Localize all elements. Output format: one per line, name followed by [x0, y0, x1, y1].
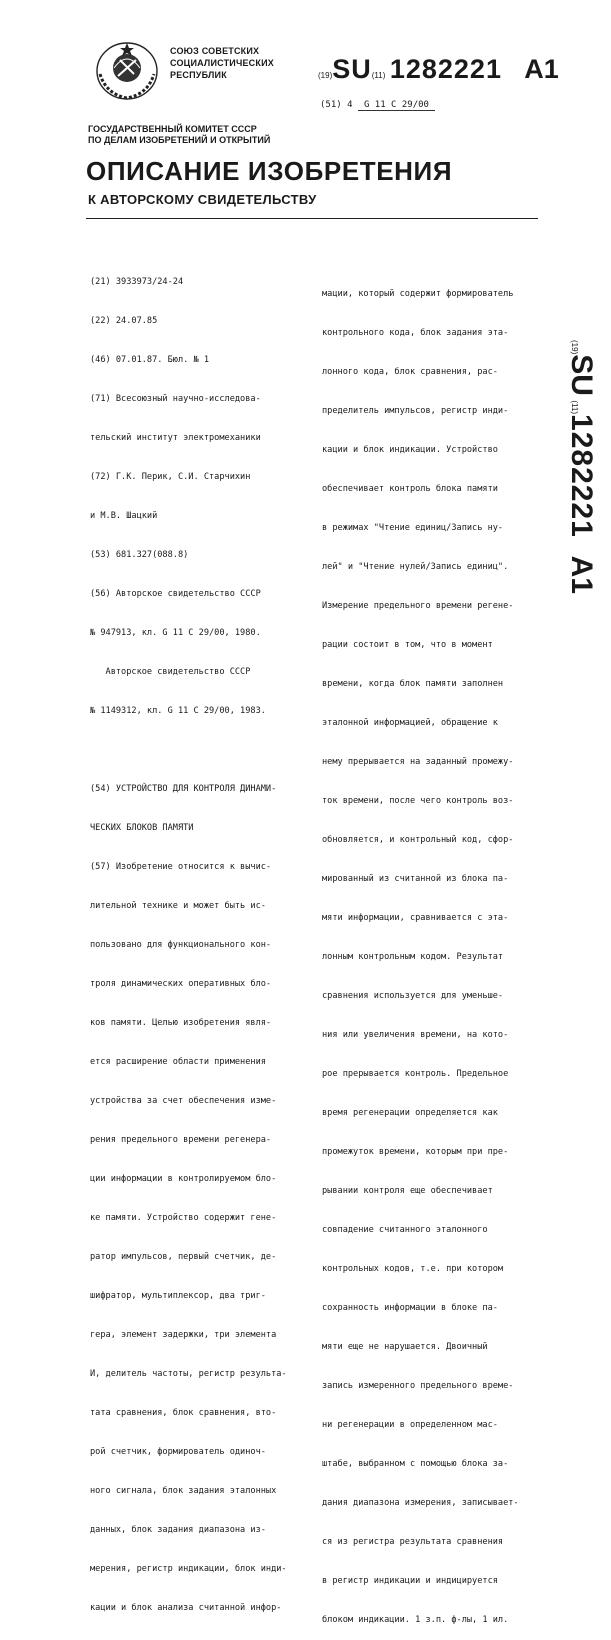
text-line: тата сравнения, блок сравнения, вто- [90, 1408, 277, 1418]
document-title: ОПИСАНИЕ ИЗОБРЕТЕНИЯ [86, 156, 453, 186]
text-line: (21) 3933973/24-24 [90, 277, 184, 287]
text-line: ЧЕСКИХ БЛОКОВ ПАМЯТИ [90, 823, 194, 833]
text-line: № 947913, кл. G 11 C 29/00, 1980. [90, 628, 261, 638]
text-line: мяти информации, сравнивается с эта- [322, 913, 509, 923]
text-line: мяти еще не нарушается. Двоичный [322, 1342, 488, 1352]
text-line: И, делитель частоты, регистр результа- [90, 1369, 287, 1379]
text-line: (53) 681.327(088.8) [90, 550, 189, 560]
text-line: пользовано для функционального кон- [90, 940, 272, 950]
text-line: (22) 24.07.85 [90, 316, 158, 326]
text-line: штабе, выбранном с помощью блока за- [322, 1459, 509, 1469]
text-line: рывании контроля еще обеспечивает [322, 1186, 493, 1196]
text-line: ратор импульсов, первый счетчик, де- [90, 1252, 277, 1262]
code-19: (19) [318, 71, 333, 80]
text-line: ся из регистра результата сравнения [322, 1537, 504, 1547]
side-patent-stamp [560, 340, 600, 700]
side-country-code: SU [565, 354, 598, 396]
text-line: тельский институт электромеханики [90, 433, 261, 443]
side-kind-code: A1 [565, 555, 598, 594]
org-line: СОЮЗ СОВЕТСКИХ [170, 46, 260, 56]
text-line: нему прерывается на заданный промежу- [322, 757, 514, 767]
text-line: дания диапазона измерения, записывает- [322, 1498, 519, 1508]
text-line: эталонной информацией, обращение к [322, 718, 498, 728]
text-line: запись измеренного предельного време- [322, 1381, 514, 1391]
text-line: обновляется, и контрольный код, сфор- [322, 835, 514, 845]
side-code-19: (19) [570, 340, 579, 355]
committee-name [88, 124, 270, 146]
committee-line: ПО ДЕЛАМ ИЗОБРЕТЕНИЙ И ОТКРЫТИЙ [88, 135, 271, 145]
side-code-11: (11) [570, 400, 579, 415]
text-line: кации и блок анализа считанной инфор- [90, 1603, 282, 1613]
ipc-code: (51) 4 [320, 100, 353, 110]
text-line: рации состоит в том, что в момент [322, 640, 493, 650]
text-line: контрольного кода, блок задания эта- [322, 328, 509, 338]
document-subtitle: К АВТОРСКОМУ СВИДЕТЕЛЬСТВУ [88, 192, 317, 207]
text-line: рения предельного времени регенера- [90, 1135, 272, 1145]
text-line: лонного кода, блок сравнения, рас- [322, 367, 498, 377]
text-line: рой счетчик, формирователь одиноч- [90, 1447, 266, 1457]
title-rule [86, 218, 538, 219]
text-line: (56) Авторское свидетельство СССР [90, 589, 261, 599]
text-line: устройства за счет обеспечения изме- [90, 1096, 277, 1106]
text-line: (54) УСТРОЙСТВО ДЛЯ КОНТРОЛЯ ДИНАМИ- [90, 784, 277, 794]
ipc-value: G 11 C 29/00 [358, 100, 435, 111]
text-line: (71) Всесоюзный научно-исследова- [90, 394, 261, 404]
text-line: (72) Г.К. Перик, С.И. Старчихин [90, 472, 251, 482]
text-line: рое прерывается контроль. Предельное [322, 1069, 509, 1079]
text-line: ния или увеличения времени, на кото- [322, 1030, 509, 1040]
text-line: Авторское свидетельство СССР [90, 667, 251, 677]
side-patent-number: 1282221 [565, 414, 598, 538]
text-line: в режимах "Чтение единиц/Запись ну- [322, 523, 504, 533]
org-line: СОЦИАЛИСТИЧЕСКИХ [170, 58, 274, 68]
right-column [322, 262, 570, 1640]
text-line: промежуток времени, которым при пре- [322, 1147, 509, 1157]
text-line: Измерение предельного времени регене- [322, 601, 514, 611]
text-line: ке памяти. Устройство содержит гене- [90, 1213, 277, 1223]
code-11: (11) [371, 71, 386, 80]
text-line: контрольных кодов, т.е. при котором [322, 1264, 504, 1274]
text-line: кации и блок индикации. Устройство [322, 445, 498, 455]
patent-number-block [318, 54, 559, 85]
text-line: гера, элемент задержки, три элемента [90, 1330, 277, 1340]
text-line: совпадение считанного эталонного [322, 1225, 488, 1235]
text-line: сохранность информации в блоке па- [322, 1303, 498, 1313]
text-line: пределитель импульсов, регистр инди- [322, 406, 509, 416]
org-line: РЕСПУБЛИК [170, 70, 227, 80]
text-line: ции информации в контролируемом бло- [90, 1174, 277, 1184]
organization-name [170, 45, 274, 81]
text-line: лительной технике и может быть ис- [90, 901, 266, 911]
text-line: данных, блок задания диапазона из- [90, 1525, 266, 1535]
text-line [90, 744, 330, 757]
text-line: (46) 07.01.87. Бюл. № 1 [90, 355, 209, 365]
text-line: мации, который содержит формирователь [322, 289, 514, 299]
text-line: и М.В. Шацкий [90, 511, 158, 521]
patent-number: 1282221 [389, 54, 502, 84]
text-line: сравнения используется для уменьше- [322, 991, 504, 1001]
text-line: ется расширение области применения [90, 1057, 266, 1067]
country-code: SU [332, 54, 372, 84]
text-line: времени, когда блок памяти заполнен [322, 679, 504, 689]
committee-line: ГОСУДАРСТВЕННЫЙ КОМИТЕТ СССР [88, 124, 257, 134]
left-column [90, 250, 330, 1628]
text-line: ков памяти. Целью изобретения явля- [90, 1018, 272, 1028]
text-line: мированный из считанной из блока па- [322, 874, 509, 884]
text-line: ни регенерации в определенном мас- [322, 1420, 498, 1430]
text-line: время регенерации определяется как [322, 1108, 498, 1118]
text-line: (57) Изобретение относится к вычис- [90, 862, 272, 872]
text-line: троля динамических оперативных бло- [90, 979, 272, 989]
state-emblem [94, 40, 160, 102]
text-line: в регистр индикации и индицируется [322, 1576, 498, 1586]
text-line: лей" и "Чтение нулей/Запись единиц". [322, 562, 509, 572]
text-line: ного сигнала, блок задания эталонных [90, 1486, 277, 1496]
text-line: мерения, регистр индикации, блок инди- [90, 1564, 287, 1574]
text-line: блоком индикации. 1 з.п. ф-лы, 1 ил. [322, 1615, 509, 1625]
text-line: лонным контрольным кодом. Результат [322, 952, 504, 962]
text-line: обеспечивает контроль блока памяти [322, 484, 498, 494]
ipc-classification [320, 100, 435, 111]
text-line: № 1149312, кл. G 11 C 29/00, 1983. [90, 706, 266, 716]
kind-code: A1 [524, 54, 559, 84]
text-line: шифратор, мультиплексор, два триг- [90, 1291, 266, 1301]
text-line: ток времени, после чего контроль воз- [322, 796, 514, 806]
